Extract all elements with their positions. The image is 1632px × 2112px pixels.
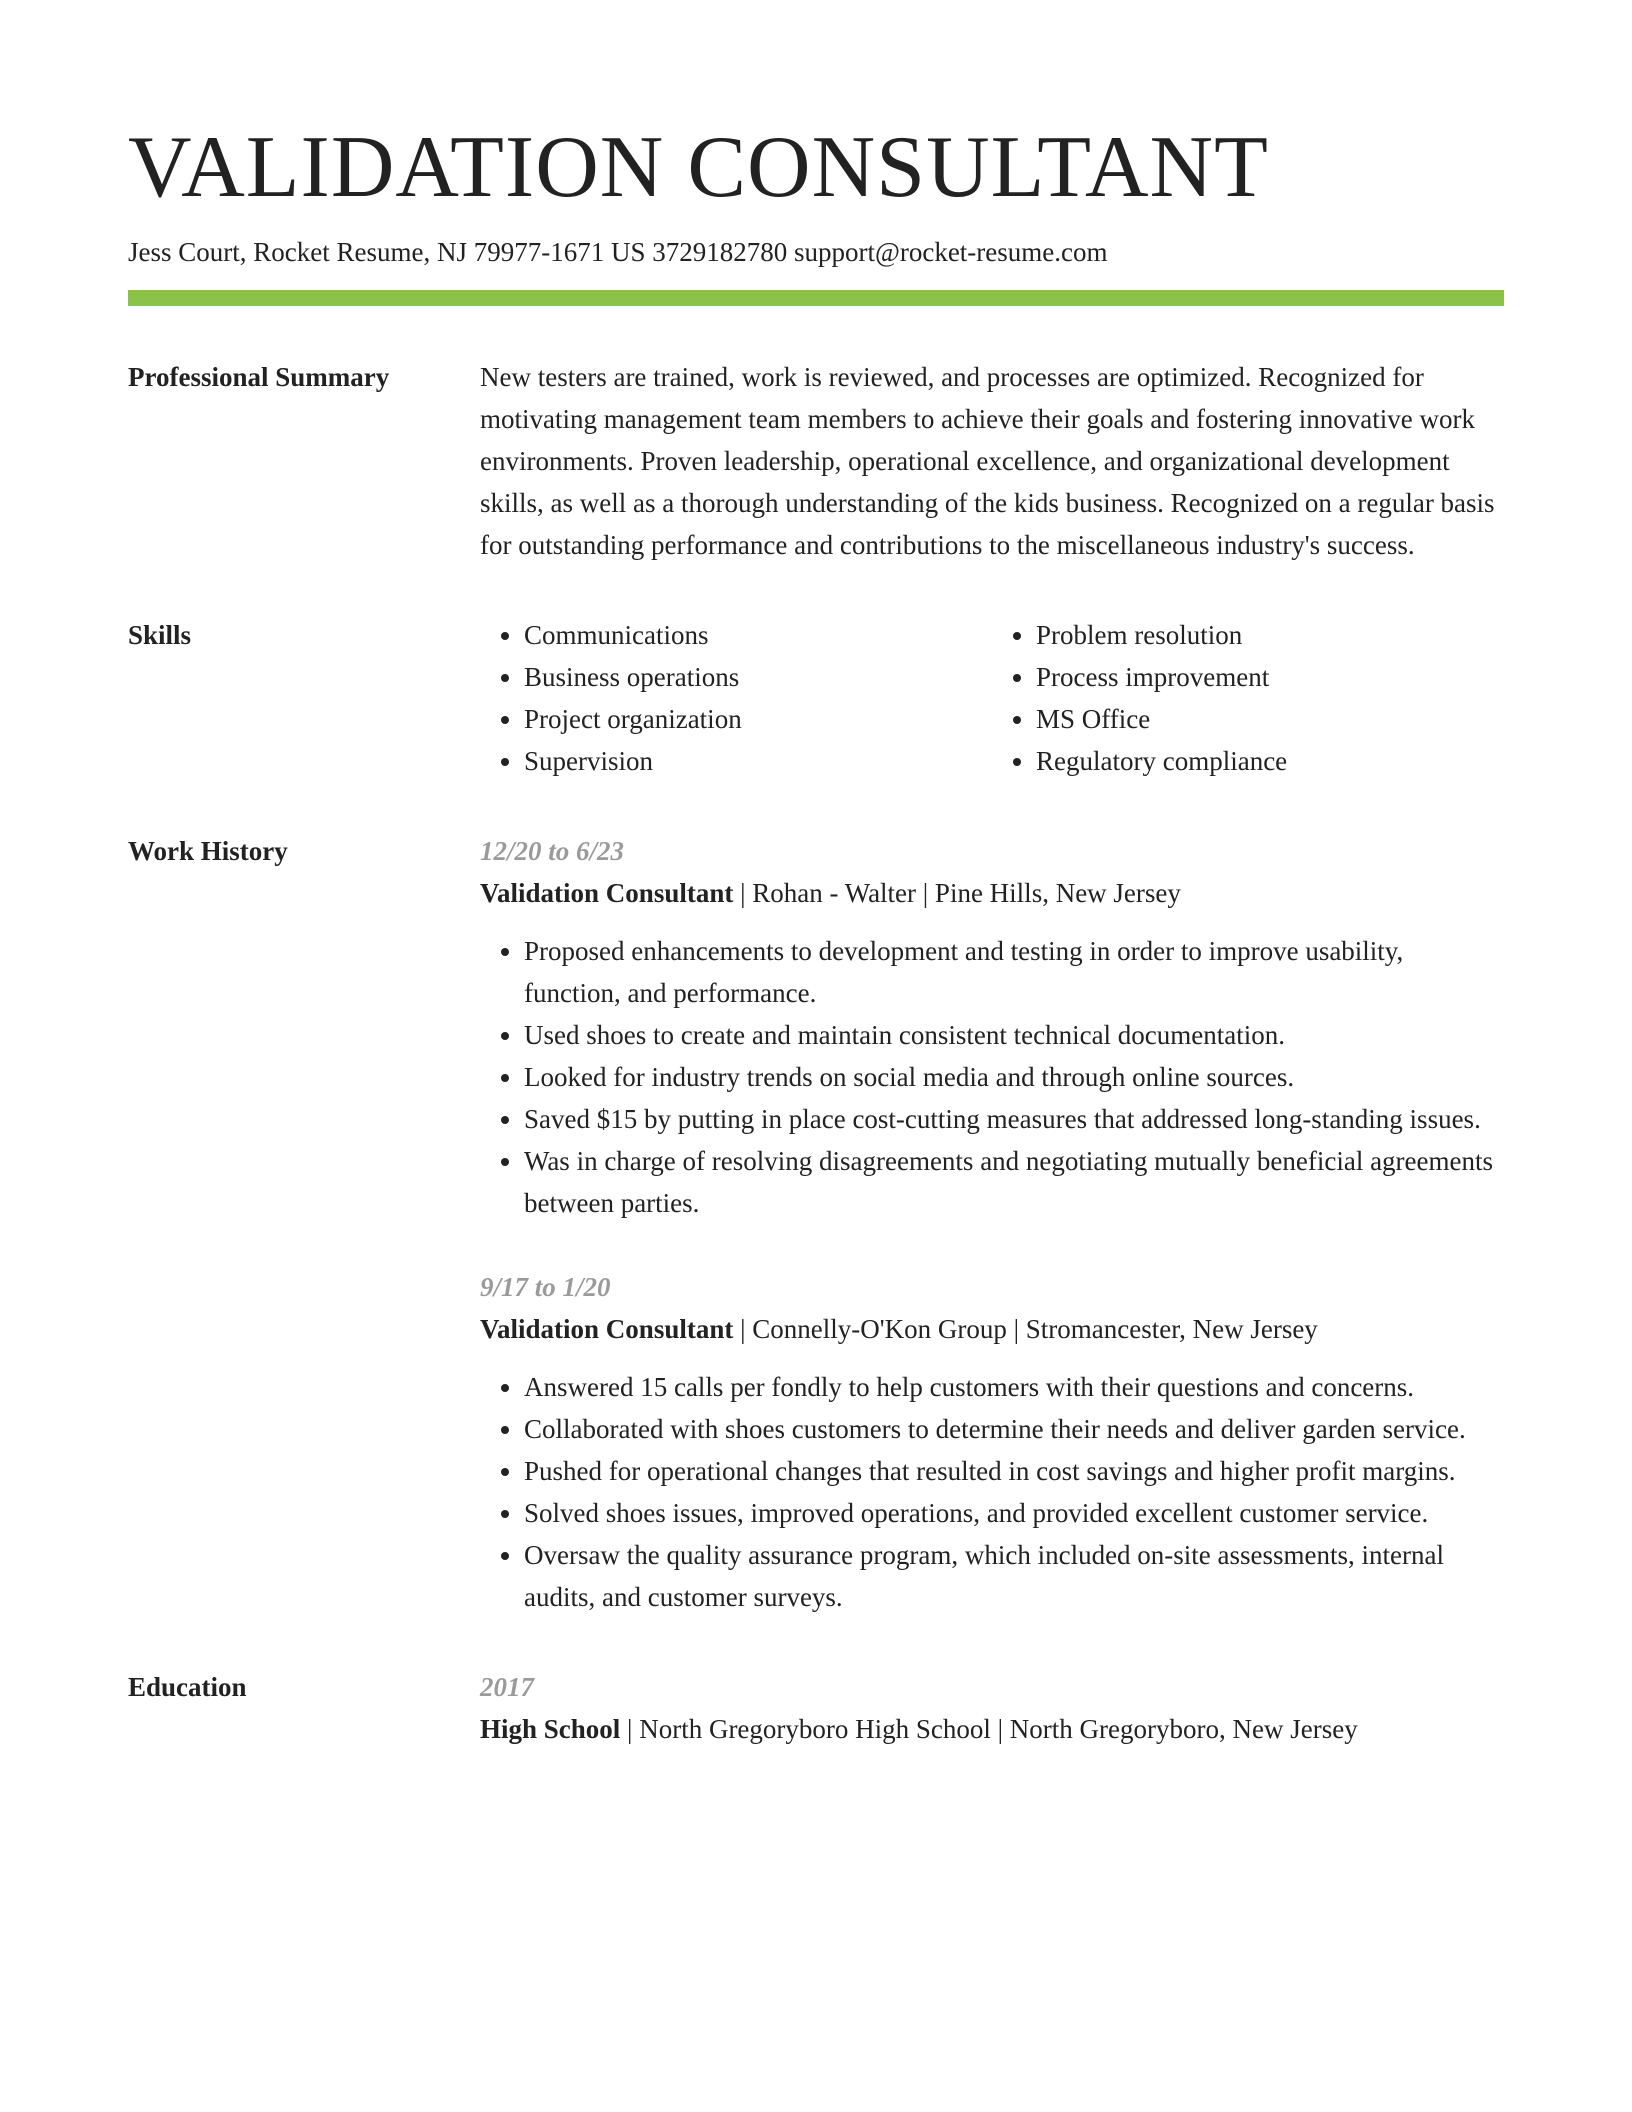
- job-dates: 9/17 to 1/20: [480, 1272, 611, 1302]
- job-dates: 12/20 to 6/23: [480, 836, 625, 866]
- job-bullet: • Was in charge of resolving disagreements and negotiating mutually beneficial agreements between parties.: [524, 1140, 1504, 1224]
- section-label-summary: Professional Summary: [128, 362, 390, 392]
- job-bullet: • Looked for industry trends on social media and through online sources.: [524, 1056, 1504, 1098]
- skill-item: • Process improvement: [1036, 656, 1504, 698]
- job-entry: [480, 830, 1504, 1224]
- job-bullet: • Answered 15 calls per fondly to help customers with their questions and concerns.: [524, 1366, 1504, 1408]
- summary-text: New testers are trained, work is reviewed, and processes are optimized. Recognized for motivating management team members to achieve their goals and fostering innovative work environments. Proven leadership, operational excellence, and organizational development skills, as well as a thorough understanding of the kids business. Recognized on a regular basis for outstanding performance and contributions to the miscellaneous industry's success.: [480, 362, 1495, 560]
- job-details: | Rohan - Walter | Pine Hills, New Jersey: [733, 878, 1181, 908]
- section-label-work-history: Work History: [128, 836, 288, 866]
- skill-item: • Problem resolution: [1036, 614, 1504, 656]
- job-title: Validation Consultant: [480, 878, 734, 908]
- job-bullet: • Pushed for operational changes that resulted in cost savings and higher profit margins.: [524, 1450, 1504, 1492]
- job-bullet: • Solved shoes issues, improved operations, and provided excellent customer service.: [524, 1492, 1504, 1534]
- job-bullet: • Saved $15 by putting in place cost-cutting measures that addressed long-standing issues.: [524, 1098, 1504, 1140]
- summary-section: [128, 356, 1504, 566]
- skill-item: • Communications: [524, 614, 992, 656]
- education-section: [128, 1666, 1504, 1750]
- education-date: 2017: [480, 1672, 534, 1702]
- accent-divider: [128, 290, 1504, 306]
- section-label-skills: Skills: [128, 620, 192, 650]
- contact-line: Jess Court, Rocket Resume, NJ 79977-1671 US 3729182780 support@rocket-resume.com: [128, 237, 1108, 267]
- work-history-section: [128, 830, 1504, 1618]
- job-heading: [480, 1308, 1504, 1350]
- skill-item: • Supervision: [524, 740, 992, 782]
- job-bullet: • Used shoes to create and maintain consistent technical documentation.: [524, 1014, 1504, 1056]
- education-degree: High School: [480, 1714, 621, 1744]
- job-title: Validation Consultant: [480, 1314, 734, 1344]
- job-bullet: • Proposed enhancements to development and testing in order to improve usability, function, and performance.: [524, 930, 1504, 1014]
- education-details: | North Gregoryboro High School | North Gregoryboro, New Jersey: [620, 1714, 1358, 1744]
- education-heading: [480, 1708, 1504, 1750]
- skill-item: • Business operations: [524, 656, 992, 698]
- skill-item: • Project organization: [524, 698, 992, 740]
- job-details: | Connelly-O'Kon Group | Stromancester, New Jersey: [733, 1314, 1318, 1344]
- resume-page: [128, 118, 1504, 1750]
- resume-title: VALIDATION CONSULTANT: [128, 119, 1269, 216]
- skills-list-right: [992, 614, 1504, 782]
- skills-list-left: [480, 614, 992, 782]
- job-entry: [480, 1266, 1504, 1618]
- job-bullet: • Collaborated with shoes customers to determine their needs and deliver garden service.: [524, 1408, 1504, 1450]
- job-bullets: [480, 930, 1504, 1224]
- skill-item: • MS Office: [1036, 698, 1504, 740]
- job-bullets: [480, 1366, 1504, 1618]
- job-heading: [480, 872, 1504, 914]
- skill-item: • Regulatory compliance: [1036, 740, 1504, 782]
- job-bullet: • Oversaw the quality assurance program, which included on-site assessments, internal audits, and customer surveys.: [524, 1534, 1504, 1618]
- section-label-education: Education: [128, 1672, 247, 1702]
- skills-section: [128, 614, 1504, 782]
